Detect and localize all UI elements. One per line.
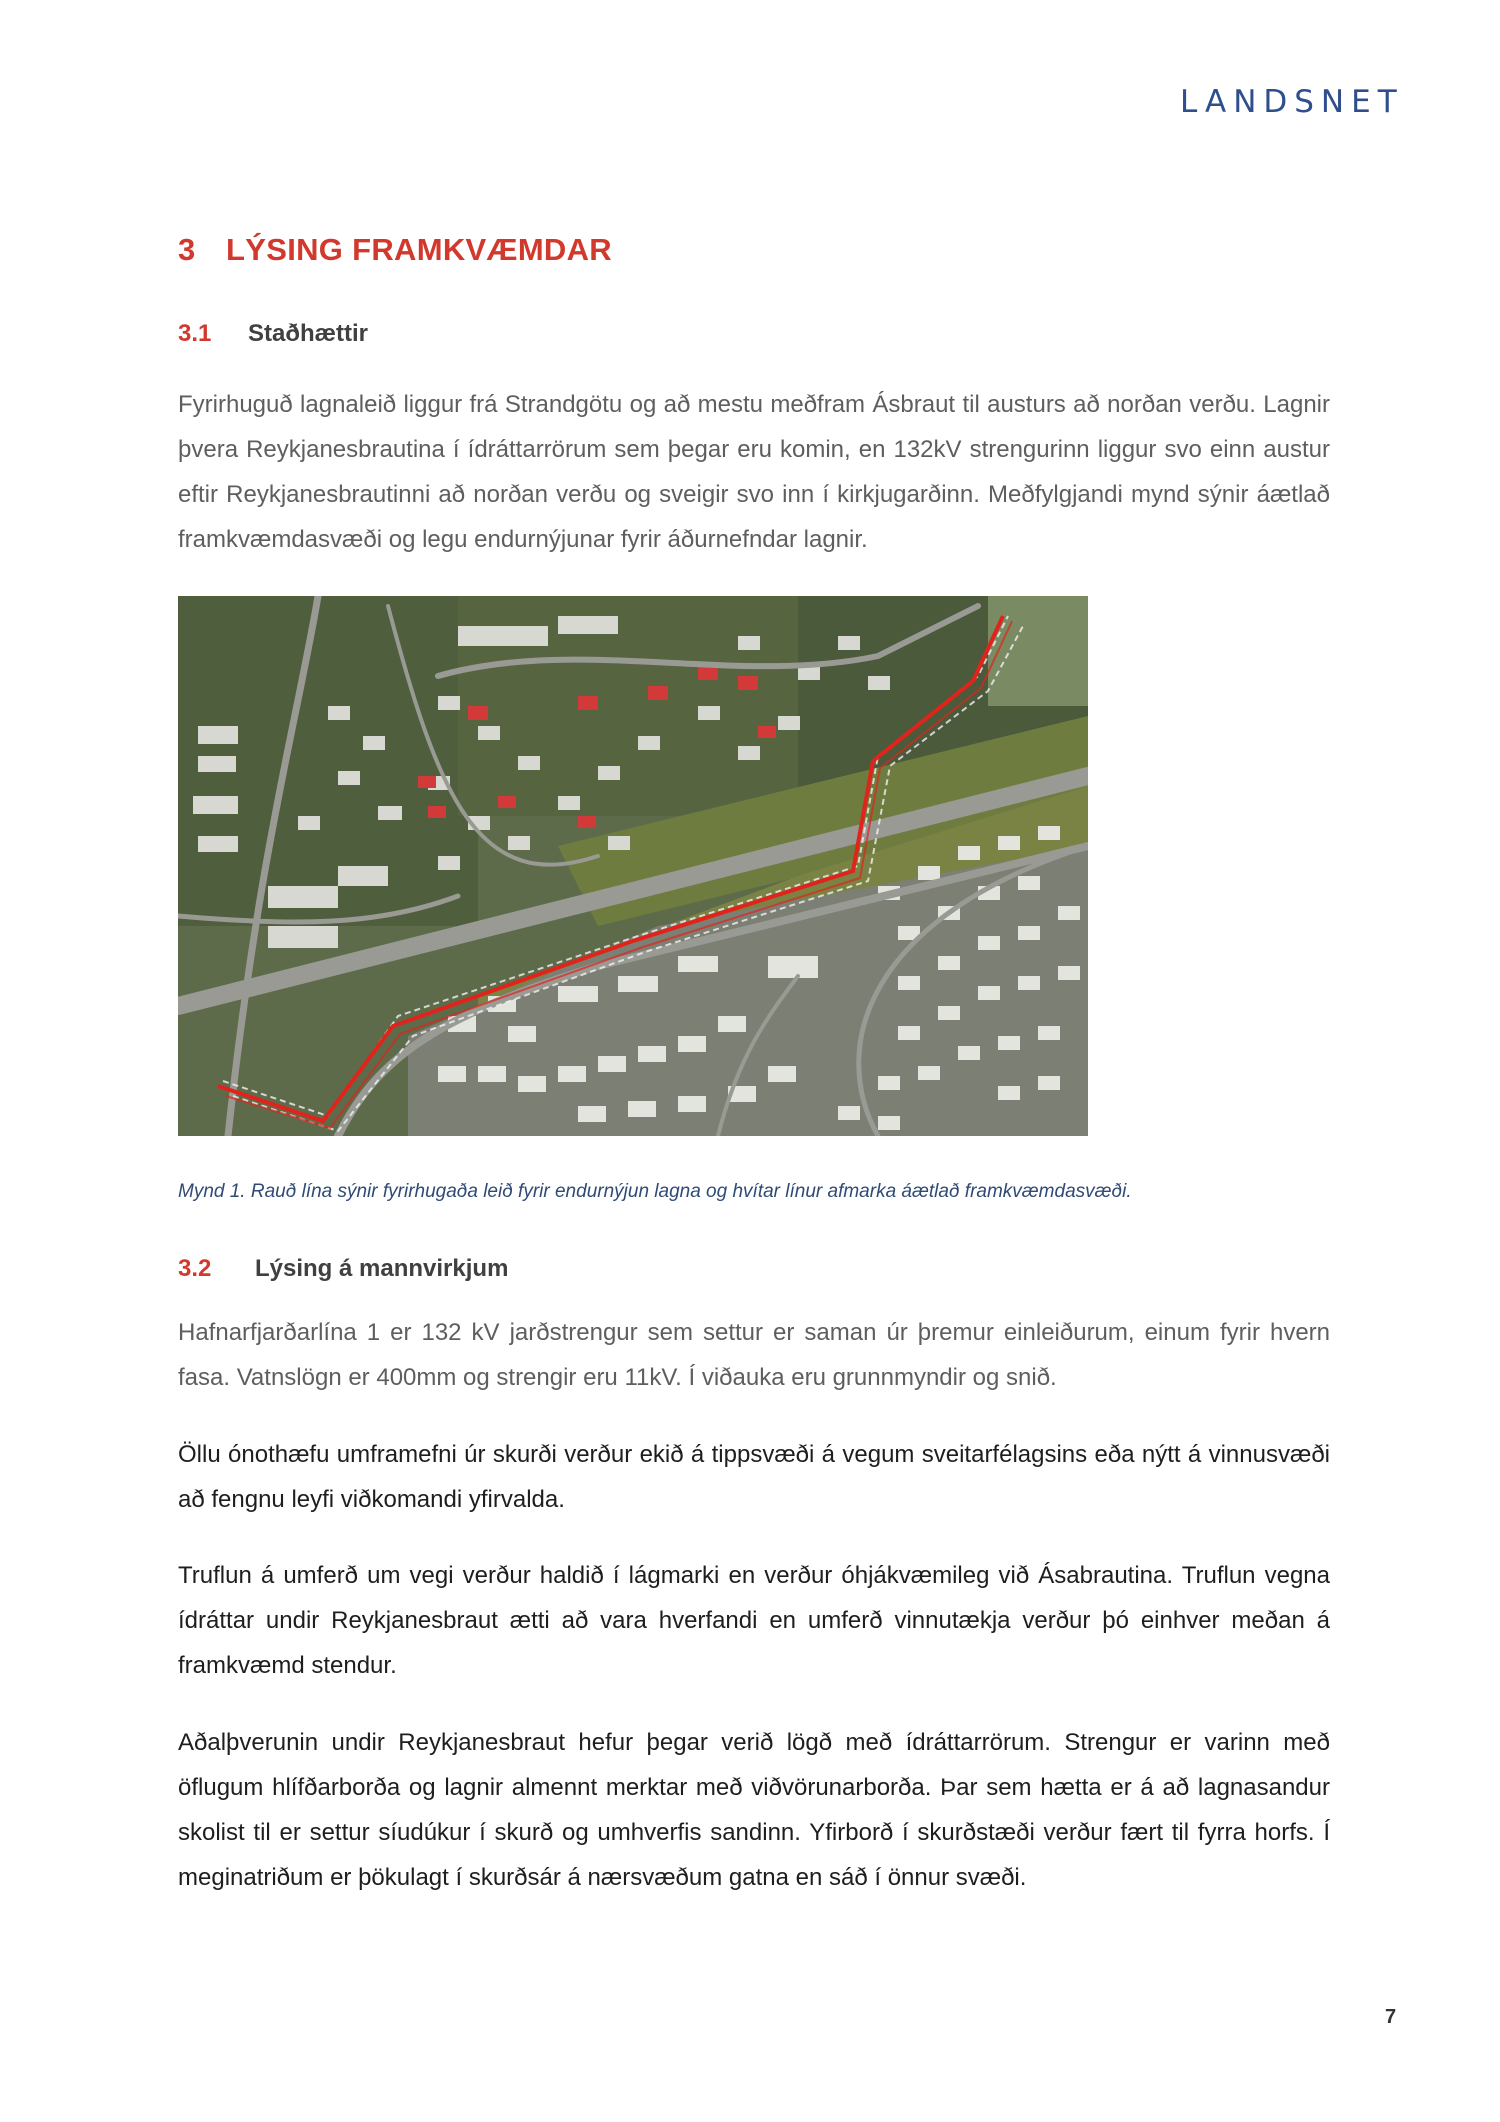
aerial-map-figure (178, 596, 1088, 1136)
paragraph-stadhaettir: Fyrirhuguð lagnaleið liggur frá Strandgötu og að mestu meðfram Ásbraut til austurs að norðan verðu. Lagnir þvera Reykjanesbrautina í ídráttarrörum sem þegar eru komin, en 132kV strengurinn liggur svo einn austur eftir Reykjanesbrautinni að norðan verðu og sveigir svo inn í kirkjugarðinn. Meðfylgjandi mynd sýnir áætlað framkvæmdasvæði og legu endurnýjunar fyrir áðurnefndar lagnir. (178, 391, 1330, 553)
subsection-title: Staðhættir (248, 320, 368, 347)
subsection-heading-3-1 (178, 320, 368, 348)
aerial-map-image (178, 596, 1088, 1136)
logo-text: LANDSNET (1180, 84, 1404, 120)
figure-caption: Mynd 1. Rauð lína sýnir fyrirhugaða leið fyrir endurnýjun lagna og hvítar línur afmarka áætlað framkvæmdasvæði. (178, 1181, 1132, 1202)
subsection-number: 3.1 (178, 320, 212, 347)
page-number: 7 (1385, 2006, 1397, 2028)
paragraph-adalthverunin: Aðalþverunin undir Reykjanesbraut hefur þegar verið lögð með ídráttarrörum. Strengur er varinn með öflugum hlífðarborða og lagnir almennt merktar með viðvörunarborða. Þar sem hætta er á að lagnasandur skolist til er settur síudúkur í skurð og umhverfis sandinn. Yfirborð í skurðstæði verður fært til fyrra horfs. Í meginatriðum er þökulagt í skurðsár á nærsvæðum gatna en sáð í önnur svæði. (178, 1729, 1330, 1891)
subsection-heading-3-2 (178, 1255, 508, 1283)
paragraph-truflun: Truflun á umferð um vegi verður haldið í lágmarki en verður óhjákvæmileg við Ásabrautina. Truflun vegna ídráttar undir Reykjanesbraut ætti að vara hverfandi en umferð vinnutækja verður þó einhver meðan á framkvæmd stendur. (178, 1562, 1330, 1679)
paragraph-hafnarfjardarlina: Hafnarfjarðarlína 1 er 132 kV jarðstrengur sem settur er saman úr þremur einleiðurum, einum fyrir hvern fasa. Vatnslögn er 400mm og strengir eru 11kV. Í viðauka eru grunnmyndir og snið. (178, 1319, 1330, 1391)
section-title: LÝSING FRAMKVÆMDAR (226, 232, 612, 267)
section-heading (178, 232, 612, 268)
section-number: 3 (178, 232, 196, 267)
subsection-title: Lýsing á mannvirkjum (255, 1255, 509, 1282)
subsection-number: 3.2 (178, 1255, 212, 1282)
landsnet-logo (1180, 84, 1404, 124)
paragraph-umframefni: Öllu ónothæfu umframefni úr skurði verður ekið á tippsvæði á vegum sveitarfélagsins eða nýtt á vinnusvæði að fengnu leyfi viðkomandi yfirvalda. (178, 1441, 1330, 1513)
